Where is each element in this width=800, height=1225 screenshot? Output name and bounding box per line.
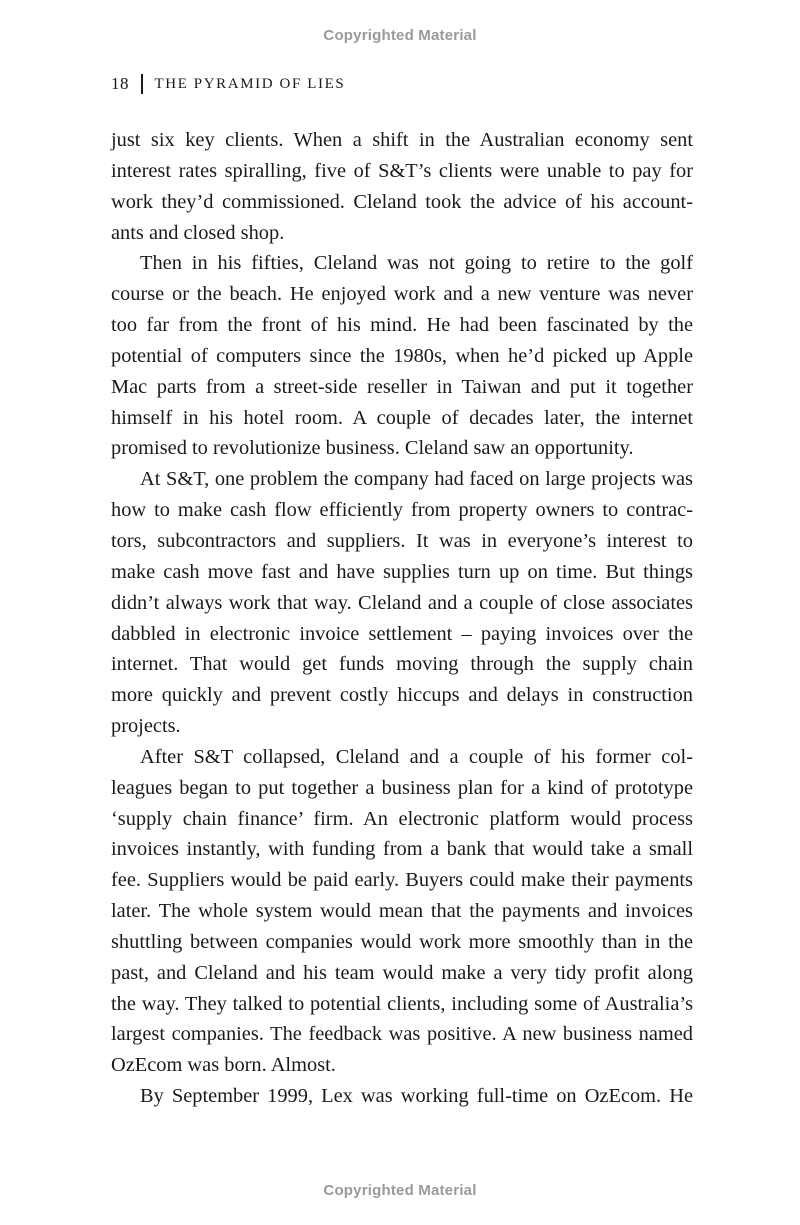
paragraph-5 [111, 1081, 693, 1112]
paragraph-2 [111, 248, 693, 464]
text-line: invoices instantly, with funding from a bank that would take a small [111, 838, 693, 861]
paragraph-3 [111, 464, 693, 742]
text-line: At S&T, one problem the company had faced on large projects was [140, 468, 693, 491]
paragraph-1 [111, 125, 693, 248]
text-line: fee. Suppliers would be paid early. Buyers could make their payments [111, 869, 693, 892]
copyright-watermark-top: Copyrighted Material [323, 27, 477, 44]
text-line: After S&T collapsed, Cleland and a couple of his former col- [140, 745, 693, 768]
text-line: projects. [111, 715, 181, 738]
text-line: OzEcom was born. Almost. [111, 1054, 336, 1077]
copyright-watermark-bottom: Copyrighted Material [323, 1182, 477, 1199]
text-line: Mac parts from a street-side reseller in Taiwan and put it together [111, 375, 693, 398]
paragraph-4 [111, 742, 693, 1081]
body-text [111, 125, 693, 1112]
text-line: tors, subcontractors and suppliers. It was in everyone’s interest to [111, 529, 693, 552]
text-line: shuttling between companies would work more smoothly than in the [111, 930, 693, 953]
text-line: just six key clients. When a shift in the Australian economy sent [111, 129, 693, 151]
text-line: too far from the front of his mind. He had been fascinated by the [111, 314, 693, 337]
text-line: ‘supply chain finance’ firm. An electronic platform would process [111, 807, 693, 830]
text-line: make cash move fast and have supplies turn up on time. But things [111, 560, 693, 583]
text-line: ants and closed shop. [111, 221, 285, 244]
text-line: the way. They talked to potential clients, including some of Australia’s [111, 992, 693, 1015]
text-line: leagues began to put together a business plan for a kind of prototype [111, 776, 693, 799]
text-line: how to make cash flow efficiently from property owners to contrac- [111, 499, 693, 522]
text-line: work they’d commissioned. Cleland took the advice of his account- [111, 190, 693, 213]
header-separator [141, 74, 143, 94]
text-line: course or the beach. He enjoyed work and a new venture was never [111, 283, 693, 306]
running-head [111, 74, 345, 94]
text-line: potential of computers since the 1980s, when he’d picked up Apple [111, 344, 693, 367]
text-line: later. The whole system would mean that the payments and invoices [111, 900, 693, 923]
page-number: 18 [111, 74, 129, 93]
text-line: dabbled in electronic invoice settlement – paying invoices over the [111, 622, 693, 645]
text-line: internet. That would get funds moving through the supply chain [111, 653, 693, 676]
text-line: didn’t always work that way. Cleland and a couple of close associates [111, 591, 693, 614]
text-line: Then in his fifties, Cleland was not going to retire to the golf [140, 252, 693, 275]
text-line: himself in his hotel room. A couple of decades later, the internet [111, 406, 693, 429]
text-line: promised to revolutionize business. Cleland saw an opportunity. [111, 437, 634, 460]
text-line: largest companies. The feedback was positive. A new business named [111, 1023, 693, 1046]
text-line: past, and Cleland and his team would make a very tidy profit along [111, 961, 693, 984]
text-line: interest rates spiralling, five of S&T’s clients were unable to pay for [111, 159, 693, 182]
text-line: By September 1999, Lex was working full-time on OzEcom. He [140, 1085, 693, 1108]
book-title: THE PYRAMID OF LIES [154, 75, 346, 92]
text-line: more quickly and prevent costly hiccups and delays in construction [111, 684, 693, 707]
